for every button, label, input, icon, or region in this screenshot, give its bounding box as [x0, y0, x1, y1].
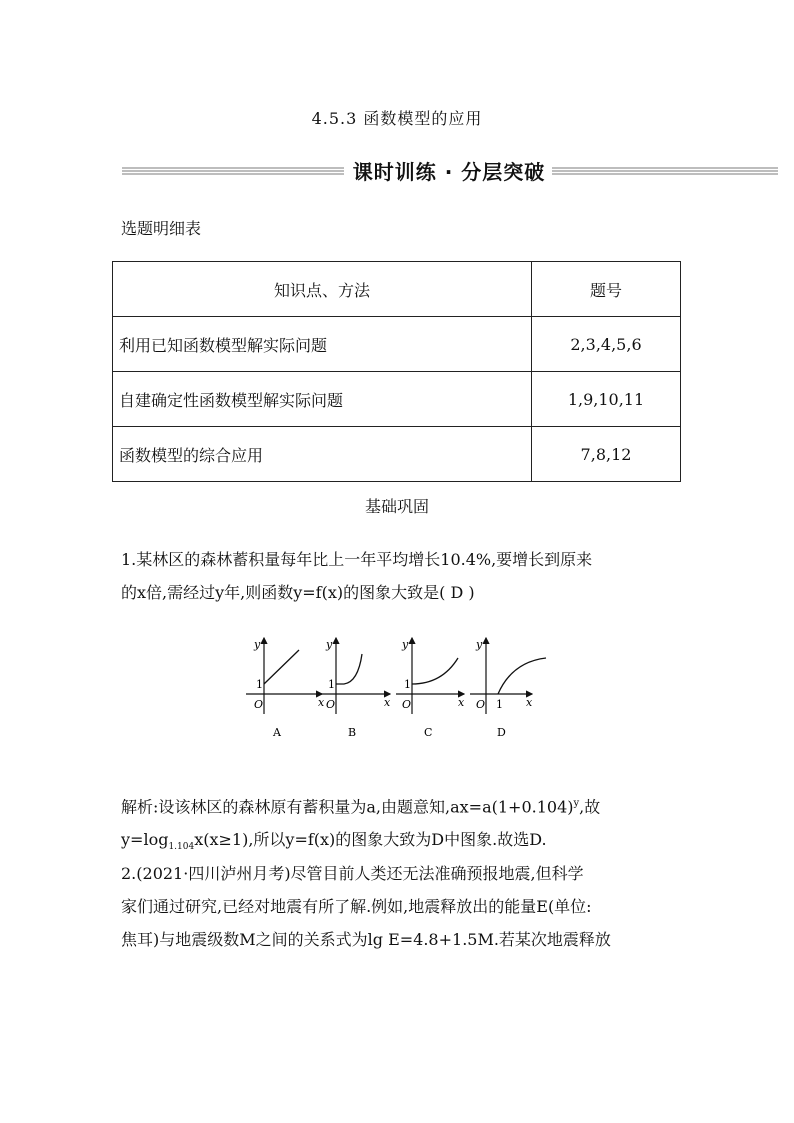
header-nums: 题号 — [532, 262, 681, 317]
graph-c-origin: O — [402, 698, 412, 711]
question-1-line: 的x倍,需经过y年,则函数y=f(x)的图象大致是( D ) — [121, 583, 475, 602]
solution-text-end: ,故 — [579, 797, 601, 817]
header-topic: 知识点、方法 — [113, 262, 532, 317]
graph-b-one: 1 — [328, 678, 335, 691]
graph-c — [396, 638, 465, 739]
solution-line — [121, 826, 681, 861]
section-banner — [122, 156, 778, 184]
graph-d-y-label: y — [476, 638, 483, 651]
solution-line — [121, 790, 681, 820]
question-2-line: 2.(2021·四川泸州月考)尽管目前人类还无法准确预报地震,但科学 — [121, 864, 584, 883]
table-row — [113, 372, 681, 427]
graph-b-x-label: x — [384, 696, 391, 709]
subheading: 基础巩固 — [364, 497, 429, 516]
graph-a — [246, 638, 325, 739]
graph-b-caption: B — [348, 726, 357, 739]
section-label: 选题明细表 — [121, 219, 202, 238]
solution-log-rest: x(x≥1),所以y=f(x)的图象大致为D中图象.故选D. — [194, 830, 547, 850]
solution-log-base: 1.104 — [168, 842, 195, 853]
graph-c-y-label: y — [402, 638, 409, 651]
topic-table — [112, 261, 681, 482]
solution-log-prefix: y=log — [121, 830, 169, 850]
graph-c-x-label: x — [458, 696, 465, 709]
question-2 — [121, 860, 681, 953]
table-cell-nums: 2,3,4,5,6 — [532, 317, 681, 372]
graph-d-curve — [498, 658, 546, 694]
graph-a-one: 1 — [256, 678, 263, 691]
table-cell-topic: 利用已知函数模型解实际问题 — [113, 317, 532, 372]
table-row — [113, 317, 681, 372]
table-cell-topic: 自建确定性函数模型解实际问题 — [113, 372, 532, 427]
graph-b — [320, 638, 391, 739]
table-header-row — [113, 262, 681, 317]
table-cell-nums: 7,8,12 — [532, 427, 681, 482]
question-2-line: 焦耳)与地震级数M之间的关系式为lg E=4.8+1.5M.若某次地震释放 — [121, 930, 611, 949]
banner-rule-left — [122, 167, 344, 175]
graph-a-x-label: x — [318, 696, 325, 709]
table-row — [113, 427, 681, 482]
graph-a-caption: A — [273, 726, 281, 739]
graph-d — [470, 638, 546, 739]
question-1 — [121, 546, 681, 606]
graph-a-origin: O — [254, 698, 264, 711]
graph-d-caption: D — [497, 726, 506, 739]
graph-c-curve — [412, 658, 458, 684]
banner-title: 课时训练 · 分层突破 — [352, 160, 546, 184]
solution-exponent: y — [573, 798, 580, 809]
graph-b-y-label: y — [326, 638, 333, 651]
graph-d-origin: O — [476, 698, 486, 711]
graph-b-curve — [336, 654, 362, 684]
solution-text: 解析:设该林区的森林原有蓄积量为a,由题意知,ax=a(1+0.104) — [121, 797, 574, 817]
graph-c-one: 1 — [404, 678, 411, 691]
graph-b-origin: O — [326, 698, 336, 711]
table-cell-topic: 函数模型的综合应用 — [113, 427, 532, 482]
question-2-line: 家们通过研究,已经对地震有所了解.例如,地震释放出的能量E(单位: — [121, 897, 592, 916]
banner-rule-right — [552, 167, 778, 175]
question-1-line: 1.某林区的森林蓄积量每年比上一年平均增长10.4%,要增长到原来 — [121, 550, 593, 569]
graph-d-x-label: x — [526, 696, 533, 709]
page-title: 4.5.3 函数模型的应用 — [311, 109, 483, 128]
graph-a-curve — [264, 650, 299, 684]
table-cell-nums: 1,9,10,11 — [532, 372, 681, 427]
graph-options-figure — [232, 634, 562, 744]
graph-d-one: 1 — [496, 698, 503, 711]
solution — [121, 790, 681, 862]
graph-a-y-label: y — [254, 638, 261, 651]
graph-c-caption: C — [424, 726, 433, 739]
